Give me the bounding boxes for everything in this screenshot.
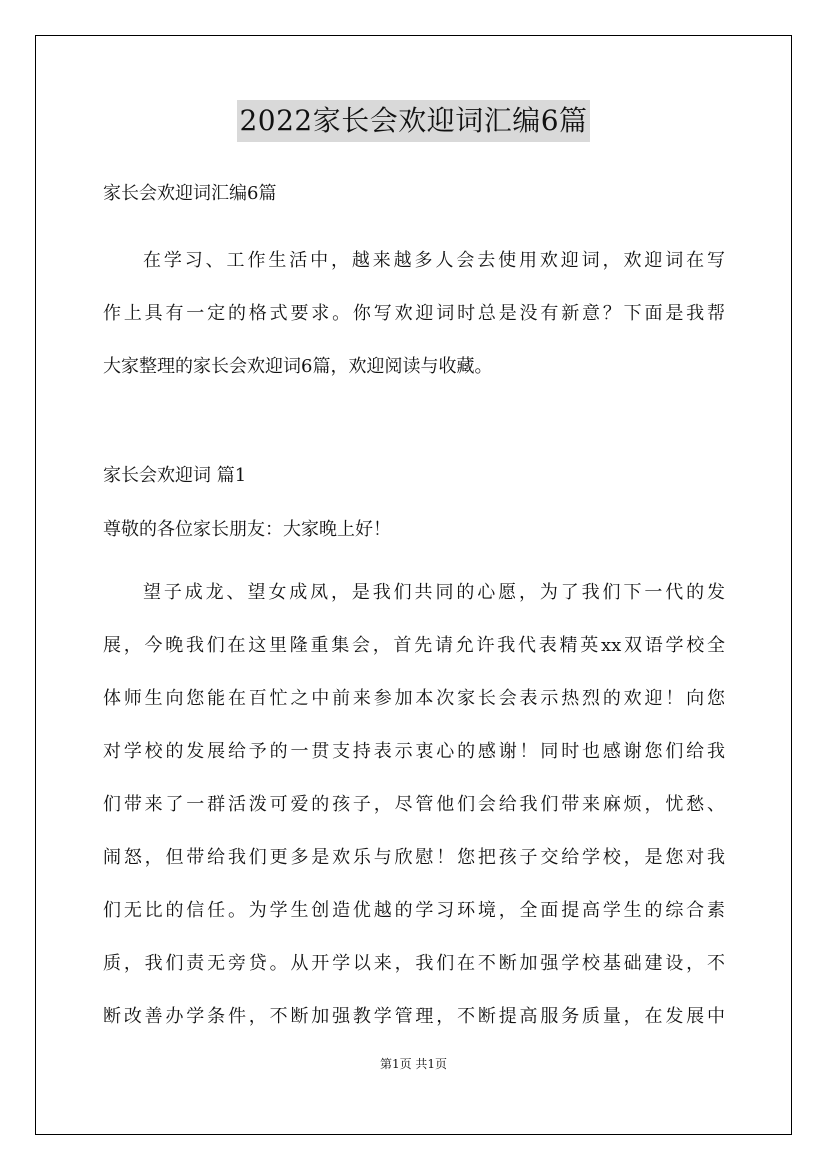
body-line: 们带来了一群活泼可爱的孩子，尽管他们会给我们带来麻烦，忧愁、 (103, 794, 725, 815)
document-body (103, 176, 725, 1043)
body-line: 闹怒，但带给我们更多是欢乐与欣慰！您把孩子交给学校，是您对我 (103, 847, 725, 868)
body-line: 质，我们责无旁贷。从开学以来，我们在不断加强学校基础建设，不 (103, 953, 725, 974)
body-line: 展，今晚我们在这里隆重集会，首先请允许我代表精英xx双语学校全 (103, 635, 725, 656)
intro-line: 作上具有一定的格式要求。你写欢迎词时总是没有新意？下面是我帮 (103, 303, 725, 324)
intro-paragraph (103, 234, 725, 393)
body-line: 对学校的发展给予的一贯支持表示衷心的感谢！同时也感谢您们给我 (103, 741, 725, 762)
body-line: 望子成龙、望女成凤，是我们共同的心愿，为了我们下一代的发 (143, 582, 725, 603)
body-line: 们无比的信任。为学生创造优越的学习环境，全面提高学生的综合素 (103, 900, 725, 921)
body-line: 断改善办学条件，不断加强教学管理，不断提高服务质量，在发展中 (103, 1006, 725, 1027)
document-title: 2022家长会欢迎词汇编6篇 (237, 100, 589, 142)
subtitle: 家长会欢迎词汇编6篇 (103, 183, 277, 204)
section-heading: 家长会欢迎词 篇1 (103, 465, 247, 486)
page-footer: 第1页 共1页 (379, 1057, 448, 1071)
intro-line: 大家整理的家长会欢迎词6篇，欢迎阅读与收藏。 (103, 356, 493, 377)
intro-line: 在学习、工作生活中，越来越多人会去使用欢迎词，欢迎词在写 (143, 250, 725, 271)
body-paragraph (103, 566, 725, 1043)
title-container (0, 100, 827, 142)
greeting: 尊敬的各位家长朋友：大家晚上好！ (103, 519, 391, 540)
body-line: 体师生向您能在百忙之中前来参加本次家长会表示热烈的欢迎！向您 (103, 688, 725, 709)
